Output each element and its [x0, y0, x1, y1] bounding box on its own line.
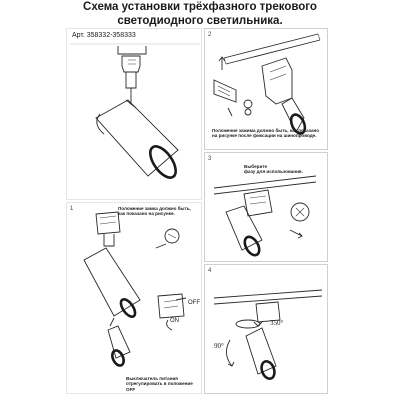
switch-off-label: OFF	[188, 300, 200, 306]
title-line-2: светодиодного светильника.	[117, 15, 283, 27]
article-number: Арт. 358332-358333	[72, 32, 136, 39]
rotate-angle-label: 350°	[270, 319, 284, 327]
step-2-note: Положение зажима должно быть, как показано на рисунке после фиксации на шинопроводе.	[212, 128, 320, 139]
step-1-number: 1	[70, 206, 74, 212]
step-2-number: 2	[208, 32, 212, 38]
tilt-angle-label: 90°	[214, 342, 224, 350]
title-line-1: Схема установки трёхфазного трекового	[83, 1, 317, 13]
step-3-number: 3	[208, 156, 212, 162]
step-4-number: 4	[208, 268, 212, 274]
switch-note: Выключатель питания отрегулировать в положение OFF	[126, 376, 193, 392]
switch-on-label: ON	[170, 318, 179, 324]
step-3-note: Выберите фазу для использования.	[244, 164, 303, 175]
step-1-note: Положение замка должно быть, как показано на рисунке.	[118, 206, 191, 217]
